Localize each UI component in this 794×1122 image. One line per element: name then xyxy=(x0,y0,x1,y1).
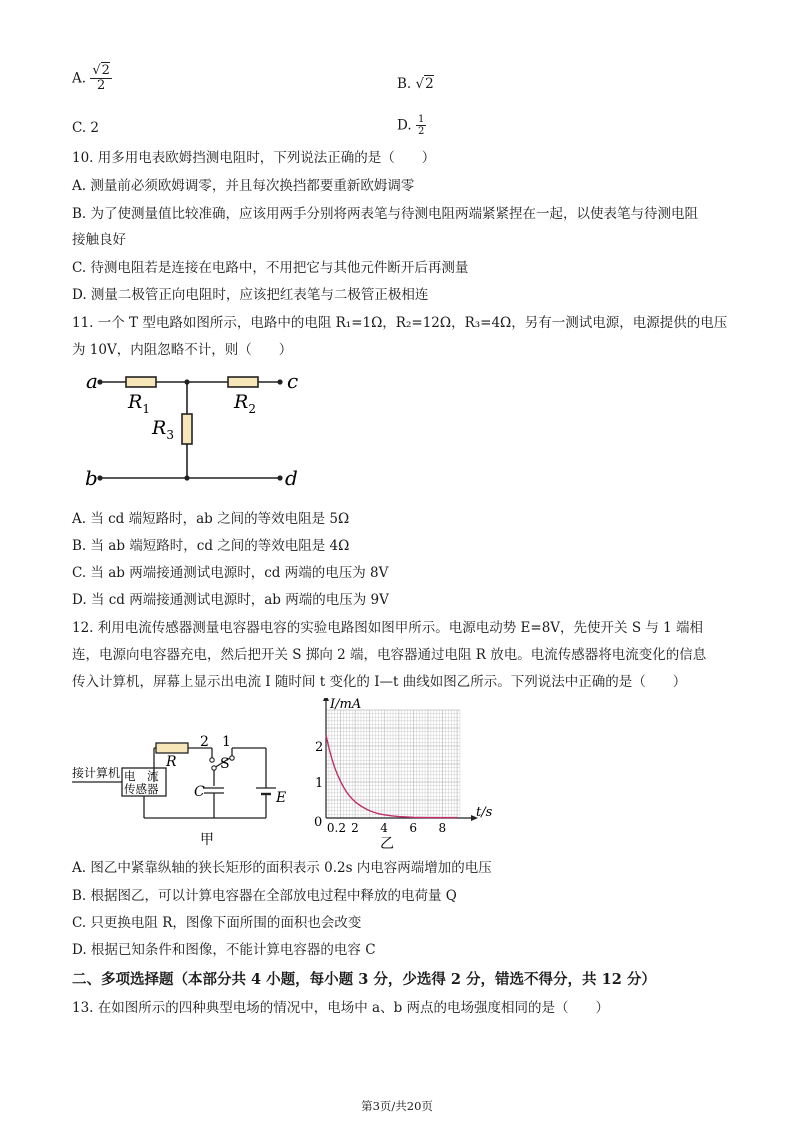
x-tick-label: 6 xyxy=(409,821,418,835)
x-tick-label: 2 xyxy=(351,821,359,835)
terminal-d-dot xyxy=(277,475,282,480)
q9-option-a-fraction: $\frac{√2}{2}$ xyxy=(92,63,110,93)
label-r3: $R_3$ xyxy=(152,417,174,442)
q10-option-d: D. 测量二极管正向电阻时，应该把红表笔与二极管正极相连 xyxy=(72,287,429,303)
q12-option-c: C. 只更换电阻 R，图像下面所围的面积也会改变 xyxy=(72,915,362,931)
label-r1: $R_1$ xyxy=(128,391,150,416)
terminal-a-dot xyxy=(97,379,102,384)
caption-yi: 乙 xyxy=(380,836,394,852)
origin-label: 0 xyxy=(314,815,323,830)
terminal-b-dot xyxy=(97,475,102,480)
y-axis-arrow xyxy=(323,698,329,701)
label-e: E xyxy=(276,790,287,806)
label-2: 2 xyxy=(200,734,209,750)
resistor-r2 xyxy=(228,377,258,387)
sqrt-symbol: √ xyxy=(415,76,425,92)
series-line-i xyxy=(326,735,457,817)
x-tick-label: 4 xyxy=(380,821,388,835)
t-circuit-diagram xyxy=(80,368,310,492)
page-footer: 第3页/共20页 xyxy=(361,1099,433,1113)
label-c: C xyxy=(194,784,205,800)
q9-option-b: B. √2 xyxy=(397,76,434,92)
q12-stem-line1: 12. 利用电流传感器测量电容器电容的实验电路图如图甲所示。电源电动势 E=8V，先使开关 S 与 1 端相 xyxy=(72,620,704,636)
q12-stem-line2: 连，电源向电容器充电，然后把开关 S 掷向 2 端，电容器通过电阻 R 放电。电流传感器将电流变化的信息 xyxy=(72,647,707,663)
q12-option-a: A. 图乙中紧靠纵轴的狭长矩形的面积表示 0.2s 内电容两端增加的电压 xyxy=(72,860,492,876)
label-b: b xyxy=(85,466,98,490)
junction-dot-bottom xyxy=(184,475,189,480)
switch-pivot xyxy=(212,766,216,770)
junction-dot xyxy=(184,379,189,384)
label-a: a xyxy=(86,369,98,393)
q10-option-b-line2: 接触良好 xyxy=(72,232,126,248)
label-r2: $R_2$ xyxy=(234,391,256,416)
q11-stem-line1: 11. 一个 T 型电路如图所示，电路中的电阻 R₁=1Ω，R₂=12Ω，R₃=4Ω，另有一测试电源，电源提供的电压 xyxy=(72,315,728,331)
x-tick-label: 8 xyxy=(438,821,447,835)
label-1: 1 xyxy=(222,734,231,750)
capacitor-circuit-diagram xyxy=(70,730,300,852)
q10-option-b-line1: B. 为了使测量值比较准确，应该用两手分别将两表笔与待测电阻两端紧紧捏在一起，以使表笔与待测电阻 xyxy=(72,206,699,222)
i-t-graph xyxy=(300,698,510,858)
q11-option-a: A. 当 cd 端短路时，ab 之间的等效电阻是 5Ω xyxy=(72,511,350,527)
sqrt-symbol: √ xyxy=(92,63,101,78)
label-computer: 接计算机 xyxy=(72,766,121,780)
q13-stem: 13. 在如图所示的四种典型电场的情况中，电场中 a、b 两点的电场强度相同的是（ ） xyxy=(72,1000,610,1016)
y-tick-label: 2 xyxy=(315,740,324,755)
q11-option-b: B. 当 ab 端短路时，cd 之间的等效电阻是 4Ω xyxy=(72,538,350,554)
label-s: S xyxy=(220,756,230,772)
switch-terminal-2 xyxy=(210,758,214,762)
label-c: c xyxy=(287,369,299,393)
q10-stem: 10. 用多用电表欧姆挡测电阻时，下列说法正确的是（ ） xyxy=(72,150,436,166)
switch-terminal-1 xyxy=(230,756,234,760)
q9-option-a: A. $\frac{√2}{2}$ xyxy=(72,63,110,93)
x-tick-label: 0.2 xyxy=(326,821,347,835)
label-r: R xyxy=(166,754,177,770)
terminal-c-dot xyxy=(277,379,282,384)
q12-stem-line3: 传入计算机，屏幕上显示出电流 I 随时间 t 变化的 I—t 曲线如图乙所示。下列说法中正确的是（ ） xyxy=(72,674,687,690)
x-axis-label: t/s xyxy=(476,805,493,820)
section-heading: 二、多项选择题（本部分共 4 小题，每小题 3 分，少选得 2 分，错选不得分，共 12 分） xyxy=(72,971,656,988)
q9-option-c: C. 2 xyxy=(72,120,100,136)
q10-option-c: C. 待测电阻若是连接在电路中，不用把它与其他元件断开后再测量 xyxy=(72,260,469,276)
y-axis-label: I/mA xyxy=(330,698,362,712)
y-tick-label: 1 xyxy=(315,776,324,791)
q11-option-d: D. 当 cd 两端接通测试电源时，ab 两端的电压为 9V xyxy=(72,592,389,608)
resistor-r1 xyxy=(126,377,156,387)
resistor-r xyxy=(156,743,188,753)
label-sensor-line2: 传感器 xyxy=(124,782,159,796)
resistor-r3 xyxy=(182,414,192,444)
label-sensor-line1: 电 流 xyxy=(124,769,159,783)
q10-option-a: A. 测量前必须欧姆调零，并且每次换挡都要重新欧姆调零 xyxy=(72,178,415,194)
q11-stem-line2: 为 10V，内阻忽略不计，则（ ） xyxy=(72,342,293,358)
q9-option-d-fraction: $\frac{1}{2}$ xyxy=(417,114,425,137)
q11-option-c: C. 当 ab 两端接通测试电源时，cd 两端的电压为 8V xyxy=(72,565,389,581)
q9-option-d: D. $\frac{1}{2}$ xyxy=(397,114,425,137)
q12-option-b: B. 根据图乙，可以计算电容器在全部放电过程中释放的电荷量 Q xyxy=(72,888,457,904)
caption-jia: 甲 xyxy=(200,832,214,848)
q12-option-d: D. 根据已知条件和图像，不能计算电容器的电容 C xyxy=(72,942,376,958)
label-d: d xyxy=(285,466,298,490)
